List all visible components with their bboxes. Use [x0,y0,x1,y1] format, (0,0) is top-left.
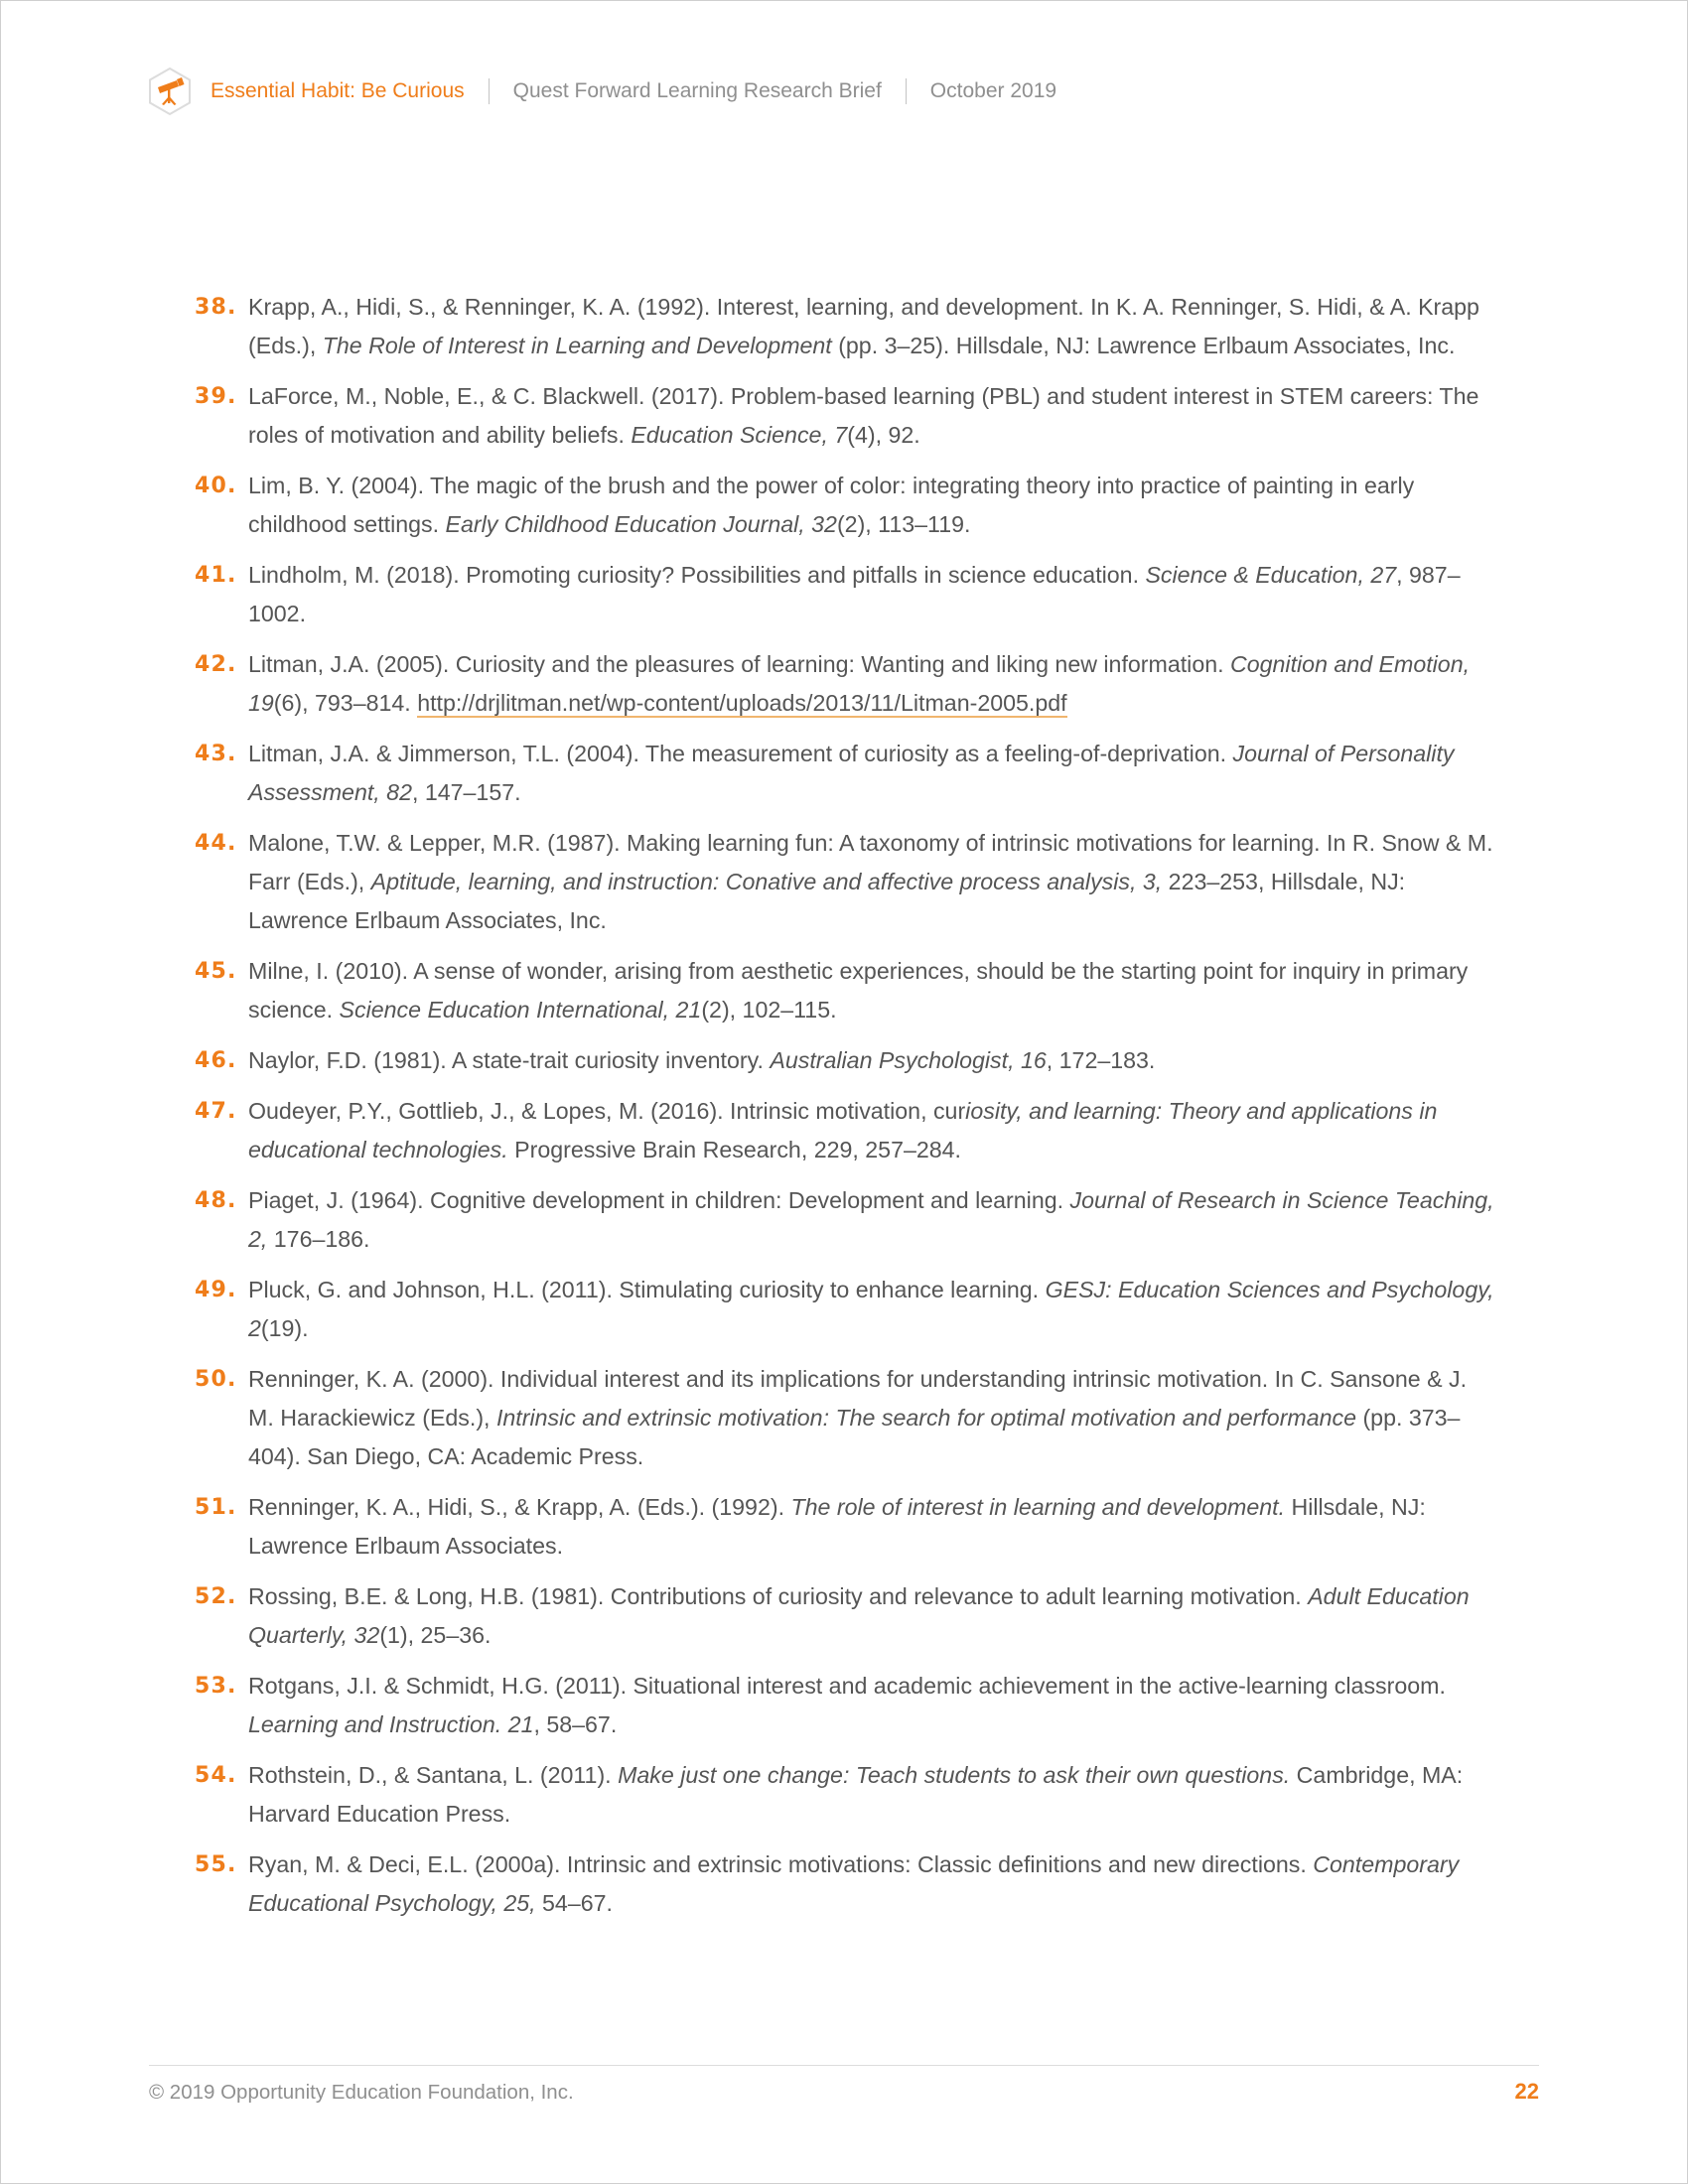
reference-text: (pp. 3–25). Hillsdale, NJ: Lawrence Erlbaum Associates, Inc. [831,333,1456,358]
reference-number: 46. [195,1048,237,1073]
reference-source-title: Journal of Personality Assessment, 82 [248,741,1455,805]
header-divider [906,78,907,104]
reference-number: 40. [195,474,237,498]
reference-item [195,467,1495,544]
reference-text: Litman, J.A. & Jimmerson, T.L. (2004). The measurement of curiosity as a feeling-of-deprivation. [248,741,1233,766]
reference-number: 55. [195,1852,237,1877]
reference-source-title: Australian Psychologist, 16 [770,1047,1047,1073]
reference-text: Krapp, A., Hidi, S., & Renninger, K. A. (1992). Interest, learning, and development. In K. A. Renninger, S. Hidi, & A. Krapp (Eds.), [248,294,1479,358]
reference-text: (6), 793–814. [273,690,418,716]
reference-text: Lim, B. Y. (2004). The magic of the brush and the power of color: integrating theory into practice of painting in early childhood settings. [248,473,1415,537]
reference-text: Piaget, J. (1964). Cognitive development in children: Development and learning. [248,1187,1070,1213]
reference-text: (pp. 373–404). San Diego, CA: Academic Press. [248,1405,1461,1469]
header-divider [489,78,490,104]
reference-item [195,952,1495,1029]
reference-text: Naylor, F.D. (1981). A state-trait curiosity inventory. [248,1047,771,1073]
reference-text: Hillsdale, NJ: Lawrence Erlbaum Associates. [248,1494,1426,1559]
reference-text: Cambridge, MA: Harvard Education Press. [248,1762,1464,1827]
reference-source-title: Adult Education Quarterly, 32 [248,1583,1470,1648]
reference-number: 48. [195,1188,237,1213]
reference-number: 42. [195,652,237,677]
reference-text: 54–67. [535,1890,613,1916]
reference-item [195,1271,1495,1348]
reference-text: Rothstein, D., & Santana, L. (2011). [248,1762,619,1788]
reference-item [195,556,1495,633]
reference-text: (2), 102–115. [701,997,837,1023]
reference-text: (1), 25–36. [379,1622,492,1648]
reference-source-title: iosity, and learning: Theory and applications in educational technologies. [248,1098,1438,1162]
reference-text: Milne, I. (2010). A sense of wonder, arising from aesthetic experiences, should be the starting point for inquiry in primary science. [248,958,1469,1023]
reference-number: 43. [195,742,237,766]
page-number: 22 [1514,2079,1539,2104]
reference-item [195,1092,1495,1169]
page-header [147,66,1056,117]
reference-text: (2), 113–119. [836,511,971,537]
reference-number: 51. [195,1495,237,1520]
reference-source-title: Learning and Instruction. 21 [248,1711,534,1737]
reference-item [195,1577,1495,1655]
reference-text: , 147–157. [411,779,521,805]
reference-source-title: Cognition and Emotion, 19 [248,651,1471,716]
reference-text: Ryan, M. & Deci, E.L. (2000a). Intrinsic and extrinsic motivations: Classic definitions and new directions. [248,1851,1314,1877]
reference-source-title: Journal of Research in Science Teaching, 2, [248,1187,1494,1252]
reference-source-title: The Role of Interest in Learning and Development [322,333,832,358]
reference-source-title: Make just one change: Teach students to ask their own questions. [618,1762,1291,1788]
reference-item [195,377,1495,455]
reference-text: Rotgans, J.I. & Schmidt, H.G. (2011). Situational interest and academic achievement in the active-learning classroom. [248,1673,1446,1699]
reference-text: , 172–183. [1046,1047,1156,1073]
reference-source-title: Early Childhood Education Journal, 32 [445,511,837,537]
reference-number: 50. [195,1367,237,1392]
reference-source-title: Aptitude, learning, and instruction: Conative and affective process analysis, 3, [370,869,1163,894]
reference-number: 39. [195,384,237,409]
reference-source-title: Science Education International, 21 [339,997,702,1023]
reference-text: Litman, J.A. (2005). Curiosity and the pleasures of learning: Wanting and liking new information. [248,651,1230,677]
reference-item [195,1667,1495,1744]
reference-item [195,1181,1495,1259]
reference-number: 49. [195,1278,237,1302]
reference-text: Pluck, G. and Johnson, H.L. (2011). Stimulating curiosity to enhance learning. [248,1277,1046,1302]
reference-text: Lindholm, M. (2018). Promoting curiosity? Possibilities and pitfalls in science education. [248,562,1146,588]
footer-divider [149,2065,1539,2066]
reference-source-title: Education Science, 7 [631,422,848,448]
reference-source-title: Science & Education, 27 [1145,562,1397,588]
header-date: October 2019 [929,79,1057,102]
reference-item [195,1041,1495,1080]
reference-item [195,1360,1495,1476]
reference-text: Oudeyer, P.Y., Gottlieb, J., & Lopes, M. (2016). Intrinsic motivation, cur [248,1098,966,1124]
reference-text: Renninger, K. A. (2000). Individual interest and its implications for understanding intrinsic motivation. In C. Sansone & J. M. Harackiewicz (Eds.), [248,1366,1468,1431]
reference-text: Progressive Brain Research, 229, 257–284. [507,1137,961,1162]
reference-text: LaForce, M., Noble, E., & C. Blackwell. (2017). Problem-based learning (PBL) and student interest in STEM careers: The roles of motivation and ability beliefs. [248,383,1479,448]
reference-number: 47. [195,1099,237,1124]
telescope-icon [147,67,193,116]
reference-list [195,288,1495,1935]
reference-number: 53. [195,1674,237,1699]
reference-text: (4), 92. [847,422,920,448]
reference-text: , 58–67. [533,1711,618,1737]
footer-copyright: © 2019 Opportunity Education Foundation, Inc. [149,2081,574,2104]
reference-source-title: The role of interest in learning and development. [790,1494,1286,1520]
reference-number: 44. [195,831,237,856]
reference-text: 223–253, Hillsdale, NJ: Lawrence Erlbaum Associates, Inc. [248,869,1406,933]
reference-number: 45. [195,959,237,984]
reference-number: 54. [195,1763,237,1788]
reference-item [195,645,1495,723]
header-title: Essential Habit: Be Curious [211,79,465,102]
reference-text: (19). [260,1315,309,1341]
reference-number: 38. [195,295,237,320]
reference-source-title: Contemporary Educational Psychology, 25, [248,1851,1460,1916]
reference-item [195,1845,1495,1923]
reference-item [195,824,1495,940]
reference-number: 52. [195,1584,237,1609]
reference-item [195,1756,1495,1834]
header-subtitle: Quest Forward Learning Research Brief [512,79,882,102]
reference-text: Rossing, B.E. & Long, H.B. (1981). Contributions of curiosity and relevance to adult learning motivation. [248,1583,1309,1609]
reference-text: Malone, T.W. & Lepper, M.R. (1987). Making learning fun: A taxonomy of intrinsic motivations for learning. In R. Snow & M. Farr (Eds.), [248,830,1493,894]
reference-text: , 987–1002. [248,562,1461,626]
reference-item [195,1488,1495,1566]
reference-item [195,288,1495,365]
reference-text: Renninger, K. A., Hidi, S., & Krapp, A. (Eds.). (1992). [248,1494,791,1520]
reference-item [195,735,1495,812]
reference-source-title: GESJ: Education Sciences and Psychology, 2 [248,1277,1494,1341]
reference-number: 41. [195,563,237,588]
reference-link[interactable]: http://drjlitman.net/wp-content/uploads/2013/11/Litman-2005.pdf [417,690,1067,716]
reference-text: 176–186. [267,1226,370,1252]
reference-source-title: Intrinsic and extrinsic motivation: The search for optimal motivation and performance [495,1405,1357,1431]
